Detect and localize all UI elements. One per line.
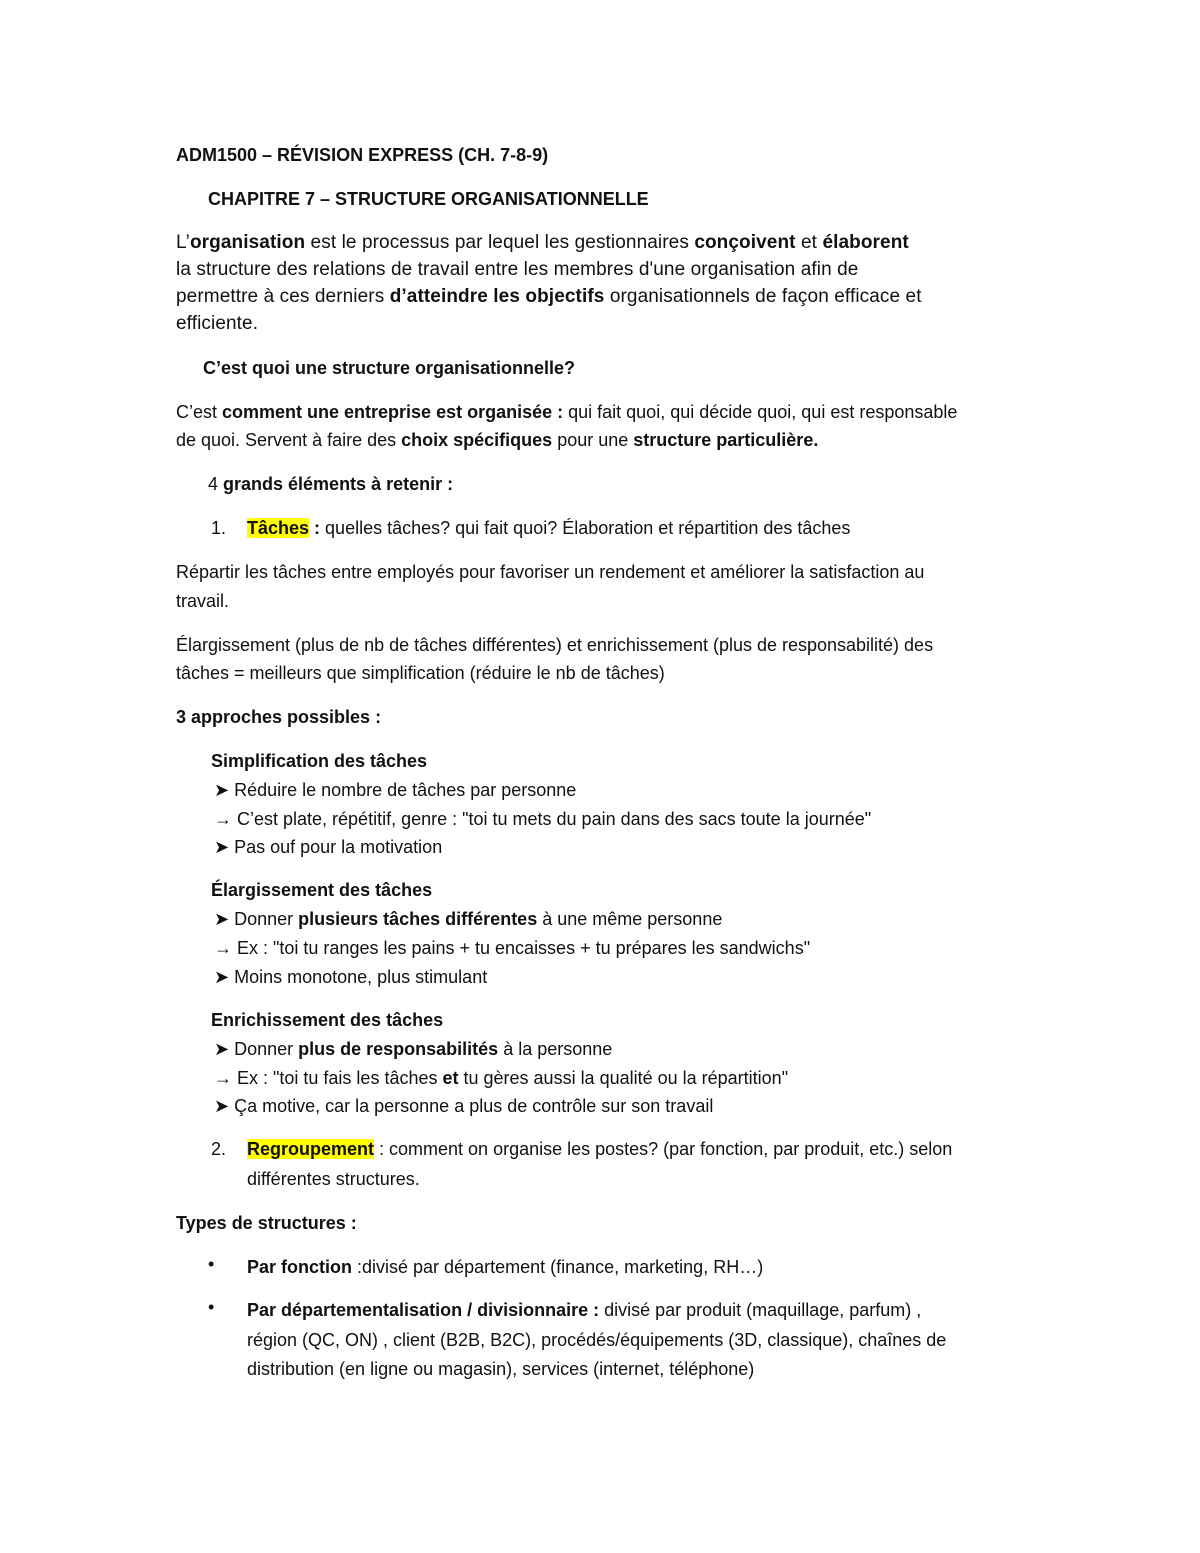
- answer-line-1: C’est comment une entreprise est organisée : qui fait quoi, qui décide quoi, qui est responsable: [176, 402, 958, 422]
- enrichissement-line-3: ➤ Ça motive, car la personne a plus de contrôle sur son travail: [214, 1096, 714, 1116]
- departementalisation-line-3: distribution (en ligne ou magasin), services (internet, téléphone): [247, 1359, 755, 1379]
- intro-line-3: permettre à ces derniers d’atteindre les objectifs organisationnels de façon efficace et: [176, 286, 922, 307]
- simplification-title: Simplification des tâches: [211, 751, 428, 771]
- simplification-line-2: → C’est plate, répétitif, genre : "toi tu mets du pain dans des sacs toute la journée": [214, 809, 872, 829]
- repartir-line-1: Répartir les tâches entre employés pour favoriser un rendement et améliorer la satisfaction au: [176, 562, 925, 582]
- highlight-taches: Tâches: [247, 518, 310, 538]
- highlight-regroupement: Regroupement: [247, 1139, 375, 1159]
- bullet-icon: •: [208, 1297, 215, 1317]
- intro-line-1: L’organisation est le processus par lequel les gestionnaires conçoivent et élaborent: [176, 232, 909, 253]
- intro-line-4: efficiente.: [176, 313, 259, 334]
- elargissement-title: Élargissement des tâches: [211, 880, 433, 900]
- elargissement-line-1: ➤ Donner plusieurs tâches différentes à une même personne: [214, 909, 723, 929]
- question-heading: C’est quoi une structure organisationnelle?: [203, 358, 576, 378]
- elargissement-para-1: Élargissement (plus de nb de tâches différentes) et enrichissement (plus de responsabilité) des: [176, 635, 934, 655]
- simplification-line-1: ➤ Réduire le nombre de tâches par personne: [214, 780, 577, 800]
- bullet-departementalisation: Par départementalisation / divisionnaire : divisé par produit (maquillage, parfum) ,: [247, 1300, 922, 1320]
- approches-heading: 3 approches possibles :: [176, 707, 382, 727]
- chapter-heading: CHAPITRE 7 – STRUCTURE ORGANISATIONNELLE: [208, 189, 649, 209]
- enrichissement-line-2: → Ex : "toi tu fais les tâches et tu gères aussi la qualité ou la répartition": [214, 1068, 789, 1088]
- enrichissement-title: Enrichissement des tâches: [211, 1010, 444, 1030]
- answer-line-2: de quoi. Servent à faire des choix spécifiques pour une structure particulière.: [176, 430, 819, 450]
- list-item-regroupement: 2. Regroupement : comment on organise les postes? (par fonction, par produit, etc.) selon: [211, 1139, 953, 1159]
- regroupement-line-2: différentes structures.: [247, 1169, 420, 1189]
- repartir-line-2: travail.: [176, 591, 230, 611]
- bullet-par-fonction: Par fonction :divisé par département (finance, marketing, RH…): [247, 1257, 764, 1277]
- elements-heading: 4 grands éléments à retenir :: [208, 474, 454, 494]
- intro-line-2: la structure des relations de travail entre les membres d'une organisation afin de: [176, 259, 859, 280]
- elargissement-line-2: → Ex : "toi tu ranges les pains + tu encaisses + tu prépares les sandwichs": [214, 938, 811, 958]
- simplification-line-3: ➤ Pas ouf pour la motivation: [214, 837, 443, 857]
- enrichissement-line-1: ➤ Donner plus de responsabilités à la personne: [214, 1039, 613, 1059]
- list-item-taches: 1. Tâches : quelles tâches? qui fait quoi? Élaboration et répartition des tâches: [211, 518, 851, 538]
- doc-title: ADM1500 – RÉVISION EXPRESS (CH. 7-8-9): [176, 145, 549, 165]
- elargissement-para-2: tâches = meilleurs que simplification (réduire le nb de tâches): [176, 663, 665, 683]
- bullet-icon: •: [208, 1254, 215, 1274]
- types-heading: Types de structures :: [176, 1213, 357, 1233]
- departementalisation-line-2: région (QC, ON) , client (B2B, B2C), procédés/équipements (3D, classique), chaînes de: [247, 1330, 947, 1350]
- elargissement-line-3: ➤ Moins monotone, plus stimulant: [214, 967, 488, 987]
